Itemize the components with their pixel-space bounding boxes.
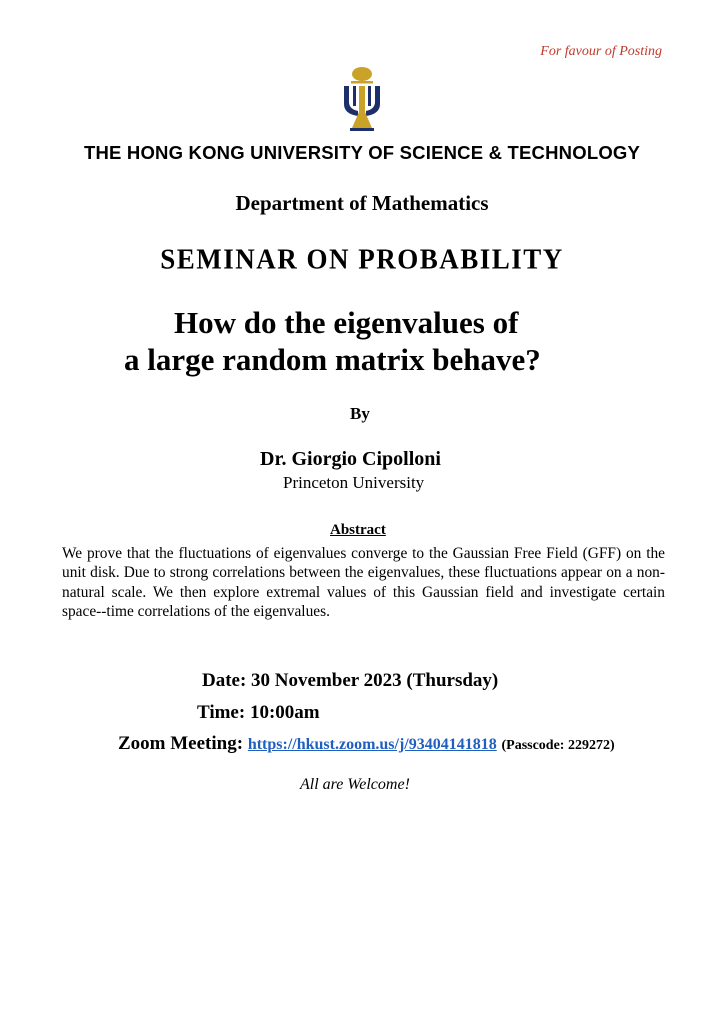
by-label: By [350, 404, 370, 423]
zoom-passcode: (Passcode: 229272) [501, 738, 615, 753]
event-date: Date: 30 November 2023 (Thursday) [202, 670, 499, 691]
university-name: THE HONG KONG UNIVERSITY OF SCIENCE & TECHNOLOGY [83, 142, 641, 163]
abstract-heading: Abstract [330, 522, 386, 538]
speaker-affiliation: Princeton University [283, 473, 425, 492]
talk-title-line1: How do the eigenvalues of [174, 305, 519, 340]
zoom-meeting [118, 733, 615, 755]
posting-note: For favour of Posting [540, 44, 662, 59]
abstract-text: We prove that the fluctuations of eigenvalues converge to the Gaussian Free Field (GFF) on the unit disk. Due to strong correlations between the eigenvalues, these fluctuations appear on a non-natural scale. We then explore extremal values of this Gaussian field and investigate certain space--time correlations of the eigenvalues. [62, 545, 665, 621]
hkust-logo [336, 66, 388, 132]
zoom-link[interactable]: https://hkust.zoom.us/j/93404141818 [247, 736, 497, 753]
speaker-name: Dr. Giorgio Cipolloni [260, 448, 441, 470]
welcome-note: All are Welcome! [300, 776, 410, 793]
zoom-label: Zoom Meeting: [118, 733, 244, 754]
department-name: Department of Mathematics [235, 191, 489, 215]
seminar-series: SEMINAR ON PROBABILITY [160, 243, 564, 275]
event-time: Time: 10:00am [197, 702, 320, 723]
talk-title-line2: a large random matrix behave? [124, 342, 541, 377]
